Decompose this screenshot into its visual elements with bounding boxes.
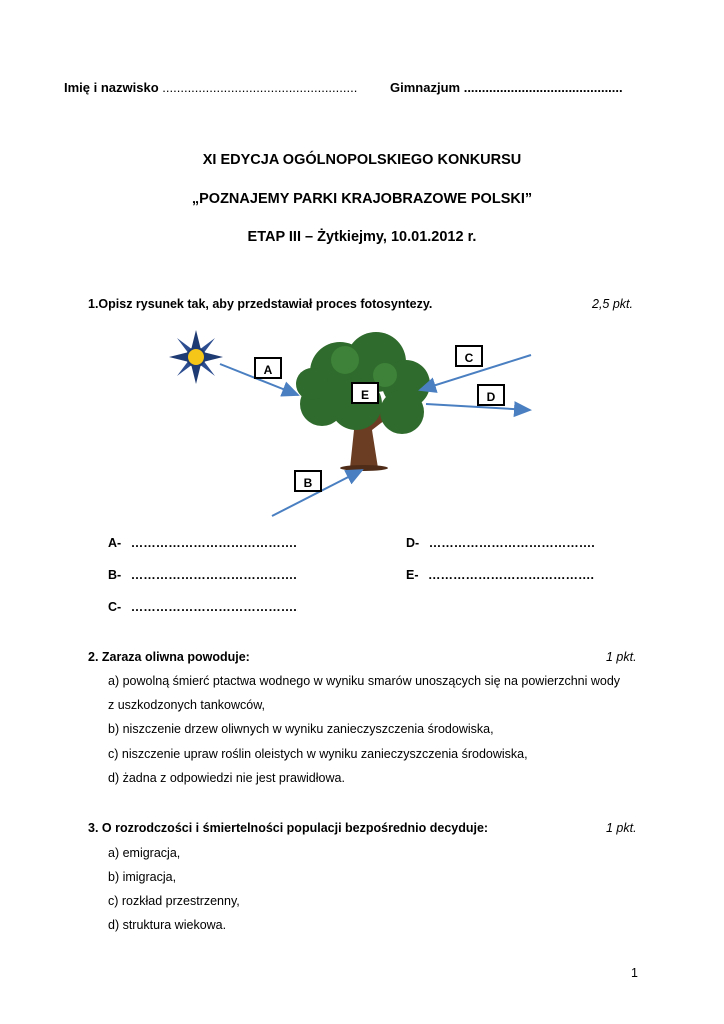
answer-d[interactable]: D- …………………………………. (406, 536, 595, 550)
question-2-option-a-cont: z uszkodzonych tankowców, (108, 698, 266, 712)
question-3-points: 1 pkt. (606, 821, 637, 835)
question-3-option-a[interactable]: a) emigracja, (108, 846, 181, 860)
answer-c[interactable]: C- …………………………………. (108, 600, 297, 614)
question-2-option-c[interactable]: c) niszczenie upraw roślin oleistych w wyniku zanieczyszczenia środowiska, (108, 747, 528, 761)
title-line-1: XI EDYCJA OGÓLNOPOLSKIEGO KONKURSU (202, 152, 522, 168)
question-2-text: 2. Zaraza oliwna powoduje: (88, 650, 250, 664)
question-1-text: 1.Opisz rysunek tak, aby przedstawiał proces fotosyntezy. (88, 297, 433, 311)
sun-icon (169, 330, 223, 384)
question-3-text: 3. O rozrodczości i śmiertelności populacji bezpośrednio decyduje: (88, 821, 489, 835)
answer-a[interactable]: A- …………………………………. (108, 536, 297, 550)
question-2-points: 1 pkt. (606, 650, 637, 664)
question-3-option-d[interactable]: d) struktura wiekowa. (108, 918, 227, 932)
name-dots: ...................................................... (162, 80, 358, 95)
school-label: Gimnazjum (390, 80, 461, 95)
diagram-label-b: B (294, 470, 322, 492)
question-3-option-c[interactable]: c) rozkład przestrzenny, (108, 894, 240, 908)
title-line-3: ETAP III – Żytkiejmy, 10.01.2012 r. (247, 229, 477, 245)
school-dots: ............................................ (463, 80, 623, 95)
title-line-2: „POZNAJEMY PARKI KRAJOBRAZOWE POLSKI” (191, 191, 533, 207)
diagram-label-a: A (254, 357, 282, 379)
name-label: Imię i nazwisko (64, 80, 159, 95)
question-2-option-d[interactable]: d) żadna z odpowiedzi nie jest prawidłowa. (108, 771, 345, 785)
answer-b[interactable]: B- …………………………………. (108, 568, 297, 582)
diagram-label-d: D (477, 384, 505, 406)
question-3-option-b[interactable]: b) imigracja, (108, 870, 177, 884)
question-2-option-a[interactable]: a) powolną śmierć ptactwa wodnego w wyniku smarów unoszących się na powierzchni wody (108, 674, 621, 688)
question-2-option-b[interactable]: b) niszczenie drzew oliwnych w wyniku zanieczyszczenia środowiska, (108, 722, 494, 736)
answer-e[interactable]: E- …………………………………. (406, 568, 594, 582)
question-1-points: 2,5 pkt. (592, 297, 633, 311)
page-number: 1 (631, 966, 638, 980)
diagram-label-c: C (455, 345, 483, 367)
diagram-label-e: E (351, 382, 379, 404)
